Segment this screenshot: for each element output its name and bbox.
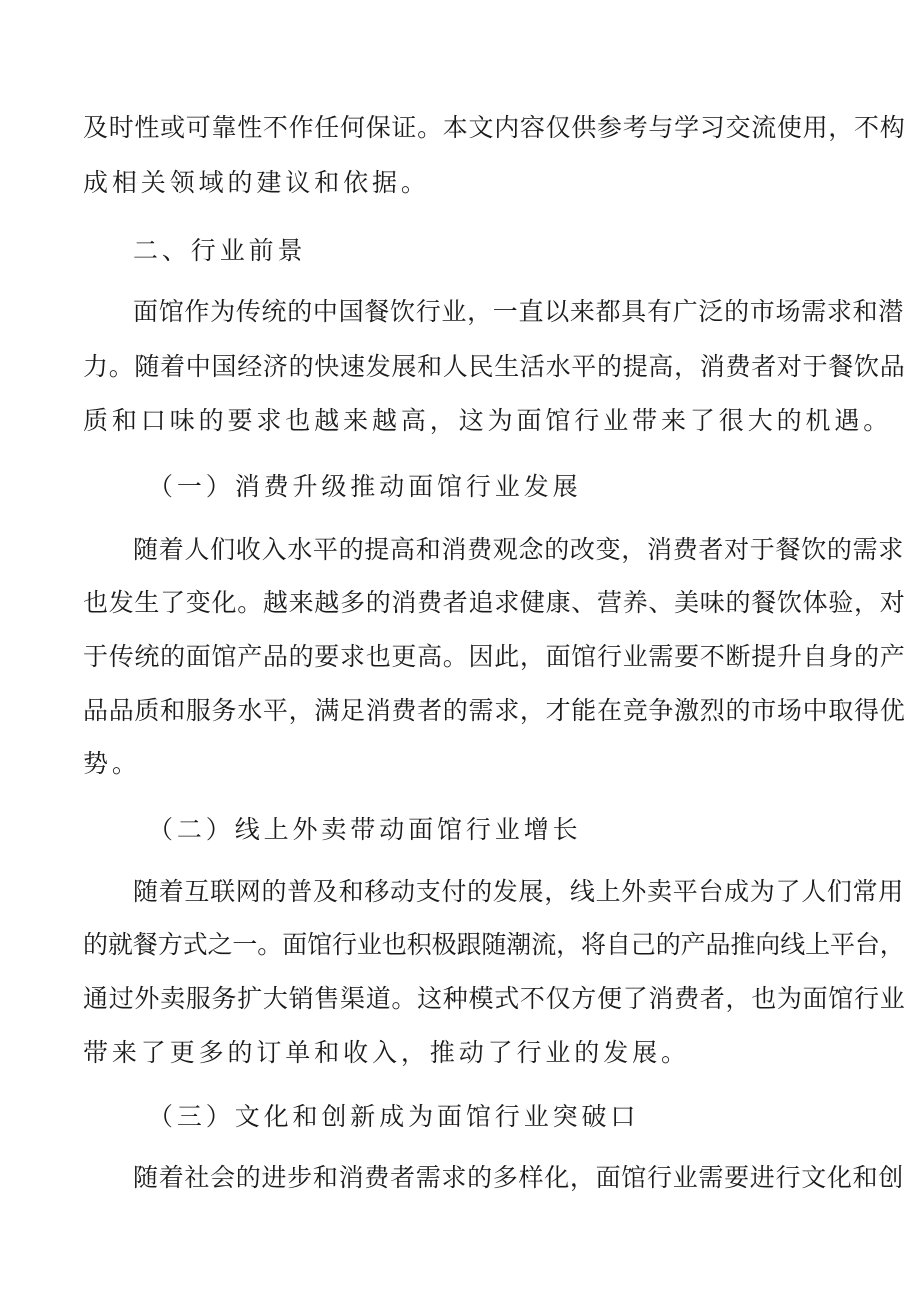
subsection-heading: （三）文化和创新成为面馆行业突破口	[148, 1102, 640, 1131]
paragraph-line: 力。随着中国经济的快速发展和人民生活水平的提高，消费者对于餐饮品	[83, 352, 906, 381]
subsection-heading: （二）线上外卖带动面馆行业增长	[148, 815, 582, 844]
subsection-heading: （一）消费升级推动面馆行业发展	[148, 472, 582, 501]
paragraph-line: 随着社会的进步和消费者需求的多样化，面馆行业需要进行文化和创	[133, 1163, 905, 1192]
paragraph-line: 也发生了变化。越来越多的消费者追求健康、营养、美味的餐饮体验，对	[83, 588, 906, 617]
paragraph-line: 于传统的面馆产品的要求也更高。因此，面馆行业需要不断提升自身的产	[83, 642, 906, 671]
paragraph-line: 面馆作为传统的中国餐饮行业，一直以来都具有广泛的市场需求和潜	[133, 297, 905, 326]
paragraph-line: 的就餐方式之一。面馆行业也积极跟随潮流，将自己的产品推向线上平台，	[83, 930, 905, 959]
paragraph-line: 及时性或可靠性不作任何保证。本文内容仅供参考与学习交流使用，不构	[83, 113, 906, 142]
paragraph-line: 随着互联网的普及和移动支付的发展，线上外卖平台成为了人们常用	[133, 877, 905, 906]
paragraph-line: 成相关领域的建议和依据。	[83, 168, 430, 197]
section-heading: 二、行业前景	[133, 236, 307, 265]
paragraph-line: 质和口味的要求也越来越高，这为面馆行业带来了很大的机遇。	[83, 406, 893, 435]
paragraph-line: 带来了更多的订单和收入，推动了行业的发展。	[83, 1038, 690, 1067]
paragraph-line: 势。	[83, 749, 141, 778]
paragraph-line: 随着人们收入水平的提高和消费观念的改变，消费者对于餐饮的需求	[133, 535, 905, 564]
paragraph-line: 通过外卖服务扩大销售渠道。这种模式不仅方便了消费者，也为面馆行业	[83, 984, 906, 1013]
paragraph-line: 品品质和服务水平，满足消费者的需求，才能在竞争激烈的市场中取得优	[83, 696, 906, 725]
